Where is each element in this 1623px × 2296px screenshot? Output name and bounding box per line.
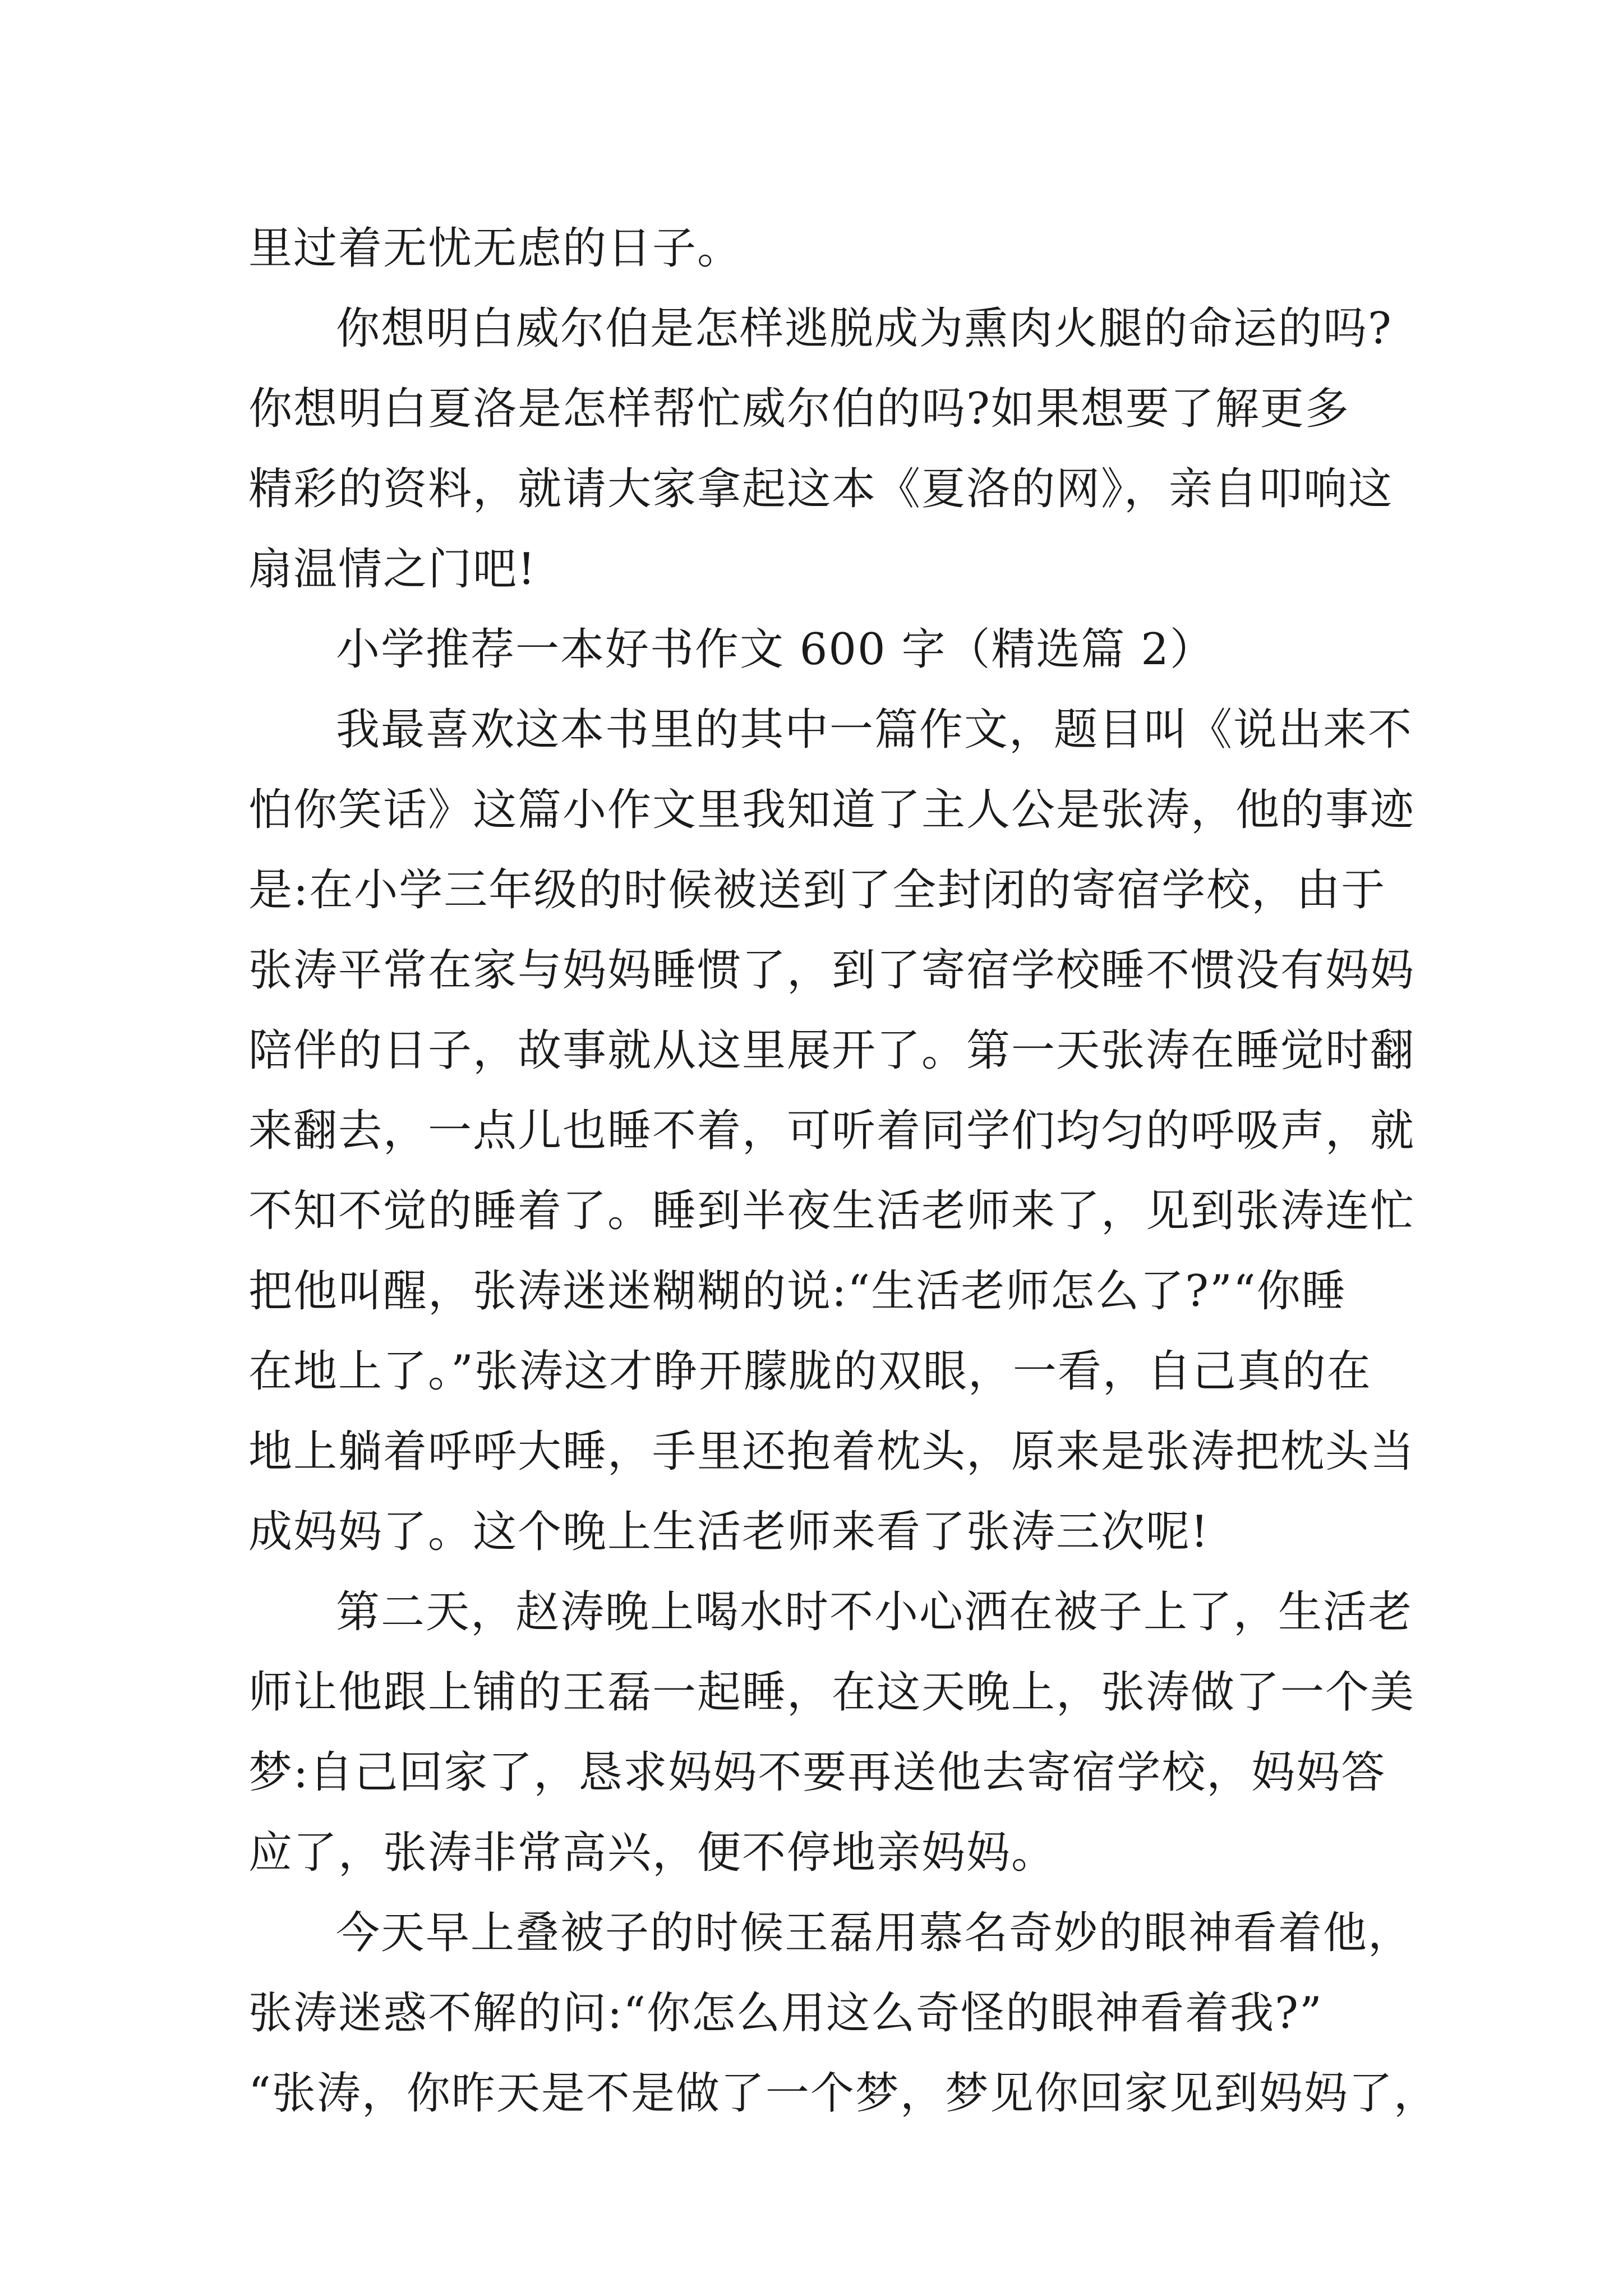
text-line: 来翻去，一点儿也睡不着，可听着同学们均匀的呼吸声，就 (248, 1106, 1415, 1156)
text-line: 你想明白夏洛是怎样帮忙威尔伯的吗?如果想要了解更多 (248, 384, 1350, 434)
text-line: 梦:自己回家了，恳求妈妈不要再送他去寄宿学校，妈妈答 (248, 1747, 1386, 1798)
text-line: 今天早上叠被子的时候王磊用慕名奇妙的眼神看着他， (336, 1908, 1413, 1958)
text-line: 里过着无忧无虑的日子。 (248, 223, 743, 274)
text-line: “张涛，你昨天是不是做了一个梦，梦见你回家见到妈妈了， (248, 2068, 1438, 2119)
text-line: 把他叫醒，张涛迷迷糊糊的说:“生活老师怎么了?”“你睡 (248, 1266, 1347, 1317)
text-line: 应了，张涛非常高兴，便不停地亲妈妈。 (248, 1828, 1057, 1878)
text-line: 扇温情之门吧! (248, 544, 537, 595)
text-line: 成妈妈了。这个晚上生活老师来看了张涛三次呢! (248, 1507, 1210, 1557)
text-line: 你想明白威尔伯是怎样逃脱成为熏肉火腿的命运的吗? (336, 303, 1393, 354)
text-line: 我最喜欢这本书里的其中一篇作文，题目叫《说出来不 (336, 705, 1413, 755)
text-line: 不知不觉的睡着了。睡到半夜生活老师来了，见到张涛连忙 (248, 1186, 1415, 1236)
text-line: 陪伴的日子，故事就从这里展开了。第一天张涛在睡觉时翻 (248, 1025, 1415, 1076)
text-line: 第二天，赵涛晚上喝水时不小心洒在被子上了，生活老 (336, 1587, 1413, 1637)
body-text (248, 209, 1438, 2134)
text-line: 张涛平常在家与妈妈睡惯了，到了寄宿学校睡不惯没有妈妈 (248, 945, 1415, 996)
text-line: 小学推荐一本好书作文 600 字（精选篇 2） (336, 624, 1215, 675)
text-line: 怕你笑话》这篇小作文里我知道了主人公是张涛，他的事迹 (248, 785, 1415, 835)
text-line: 地上躺着呼呼大睡，手里还抱着枕头，原来是张涛把枕头当 (248, 1427, 1415, 1477)
text-line: 师让他跟上铺的王磊一起睡，在这天晚上，张涛做了一个美 (248, 1667, 1415, 1718)
text-line: 张涛迷惑不解的问:“你怎么用这么奇怪的眼神看着我?” (248, 1988, 1323, 2039)
text-line: 精彩的资料，就请大家拿起这本《夏洛的网》，亲自叩响这 (248, 464, 1394, 514)
text-line: 是:在小学三年级的时候被送到了全封闭的寄宿学校，由于 (248, 865, 1386, 915)
text-line: 在地上了。”张涛这才睁开朦胧的双眼，一看，自己真的在 (248, 1346, 1372, 1397)
